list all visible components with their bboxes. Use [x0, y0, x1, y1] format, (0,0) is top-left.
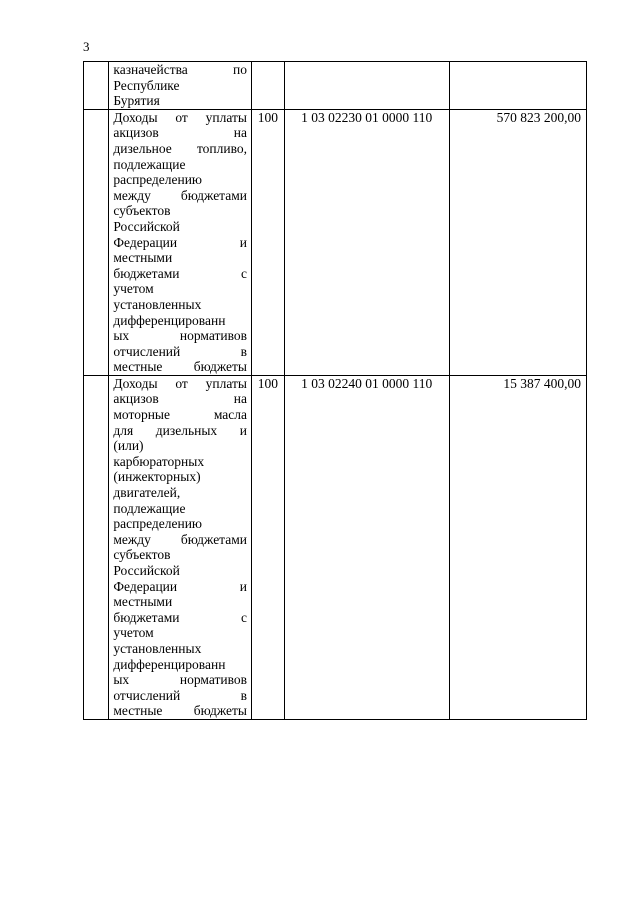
name-line: Доходы от уплаты — [113, 109, 248, 125]
admin-code-cell: 100 — [252, 109, 285, 375]
amount-cell: 570 823 200,00 — [449, 109, 586, 375]
amount-cell — [449, 62, 586, 110]
row-number-cell — [84, 62, 109, 110]
name-line: ых нормативов — [113, 328, 248, 344]
name-line: (инжекторных) — [113, 469, 201, 485]
name-line: двигателей, — [113, 485, 181, 501]
name-line: отчислений в — [113, 687, 248, 703]
table-row — [84, 375, 587, 719]
name-line: (или) — [113, 438, 144, 454]
budget-code-cell — [284, 62, 449, 110]
name-line: дифференцированн — [113, 312, 226, 328]
name-line: между бюджетами — [113, 531, 248, 547]
name-line: карбюраторных — [113, 453, 205, 469]
name-line: местными — [113, 594, 173, 610]
name-line: казначейства по — [113, 62, 248, 77]
name-line: местные бюджеты — [113, 359, 248, 375]
name-line: местными — [113, 250, 173, 266]
name-line: между бюджетами — [113, 187, 248, 203]
name-line: Российской — [113, 218, 180, 234]
name-line: дизельное топливо, — [113, 140, 248, 156]
name-line: распределению — [113, 516, 203, 532]
revenue-table — [83, 61, 587, 720]
name-line: для дизельных и — [113, 422, 248, 438]
revenue-name-cell — [109, 375, 252, 719]
name-line: дифференцированн — [113, 656, 226, 672]
page-number: 3 — [83, 39, 90, 54]
name-line: подлежащие — [113, 156, 186, 172]
revenue-name-cell — [109, 62, 252, 110]
name-line: распределению — [113, 172, 203, 188]
budget-code-cell: 1 03 02240 01 0000 110 — [284, 375, 449, 719]
row-number-cell — [84, 109, 109, 375]
name-line: отчислений в — [113, 343, 248, 359]
name-line: моторные масла — [113, 407, 248, 423]
name-line: учетом — [113, 625, 154, 641]
name-line: ых нормативов — [113, 672, 248, 688]
name-line: Республике — [113, 77, 180, 93]
name-line: местные бюджеты — [113, 703, 248, 719]
admin-code-cell — [252, 62, 285, 110]
name-line: акцизов на — [113, 125, 248, 141]
name-line: Бурятия — [113, 93, 160, 109]
revenue-name-cell — [109, 109, 252, 375]
name-line: субъектов — [113, 203, 171, 219]
name-line: установленных — [113, 296, 202, 312]
name-line: установленных — [113, 640, 202, 656]
table-row — [84, 62, 587, 110]
row-number-cell — [84, 375, 109, 719]
name-line: учетом — [113, 281, 154, 297]
table-row — [84, 109, 587, 375]
name-line: бюджетами с — [113, 265, 248, 281]
name-line: Российской — [113, 563, 180, 578]
budget-code-cell: 1 03 02230 01 0000 110 — [284, 109, 449, 375]
name-line: Федерации и — [113, 578, 248, 594]
name-line: Доходы от уплаты — [113, 375, 248, 391]
name-line: бюджетами с — [113, 609, 248, 625]
name-line: Федерации и — [113, 234, 248, 250]
name-line: субъектов — [113, 547, 171, 563]
name-line: акцизов на — [113, 391, 248, 407]
admin-code-cell: 100 — [252, 375, 285, 719]
name-line: подлежащие — [113, 500, 186, 516]
amount-cell: 15 387 400,00 — [449, 375, 586, 719]
